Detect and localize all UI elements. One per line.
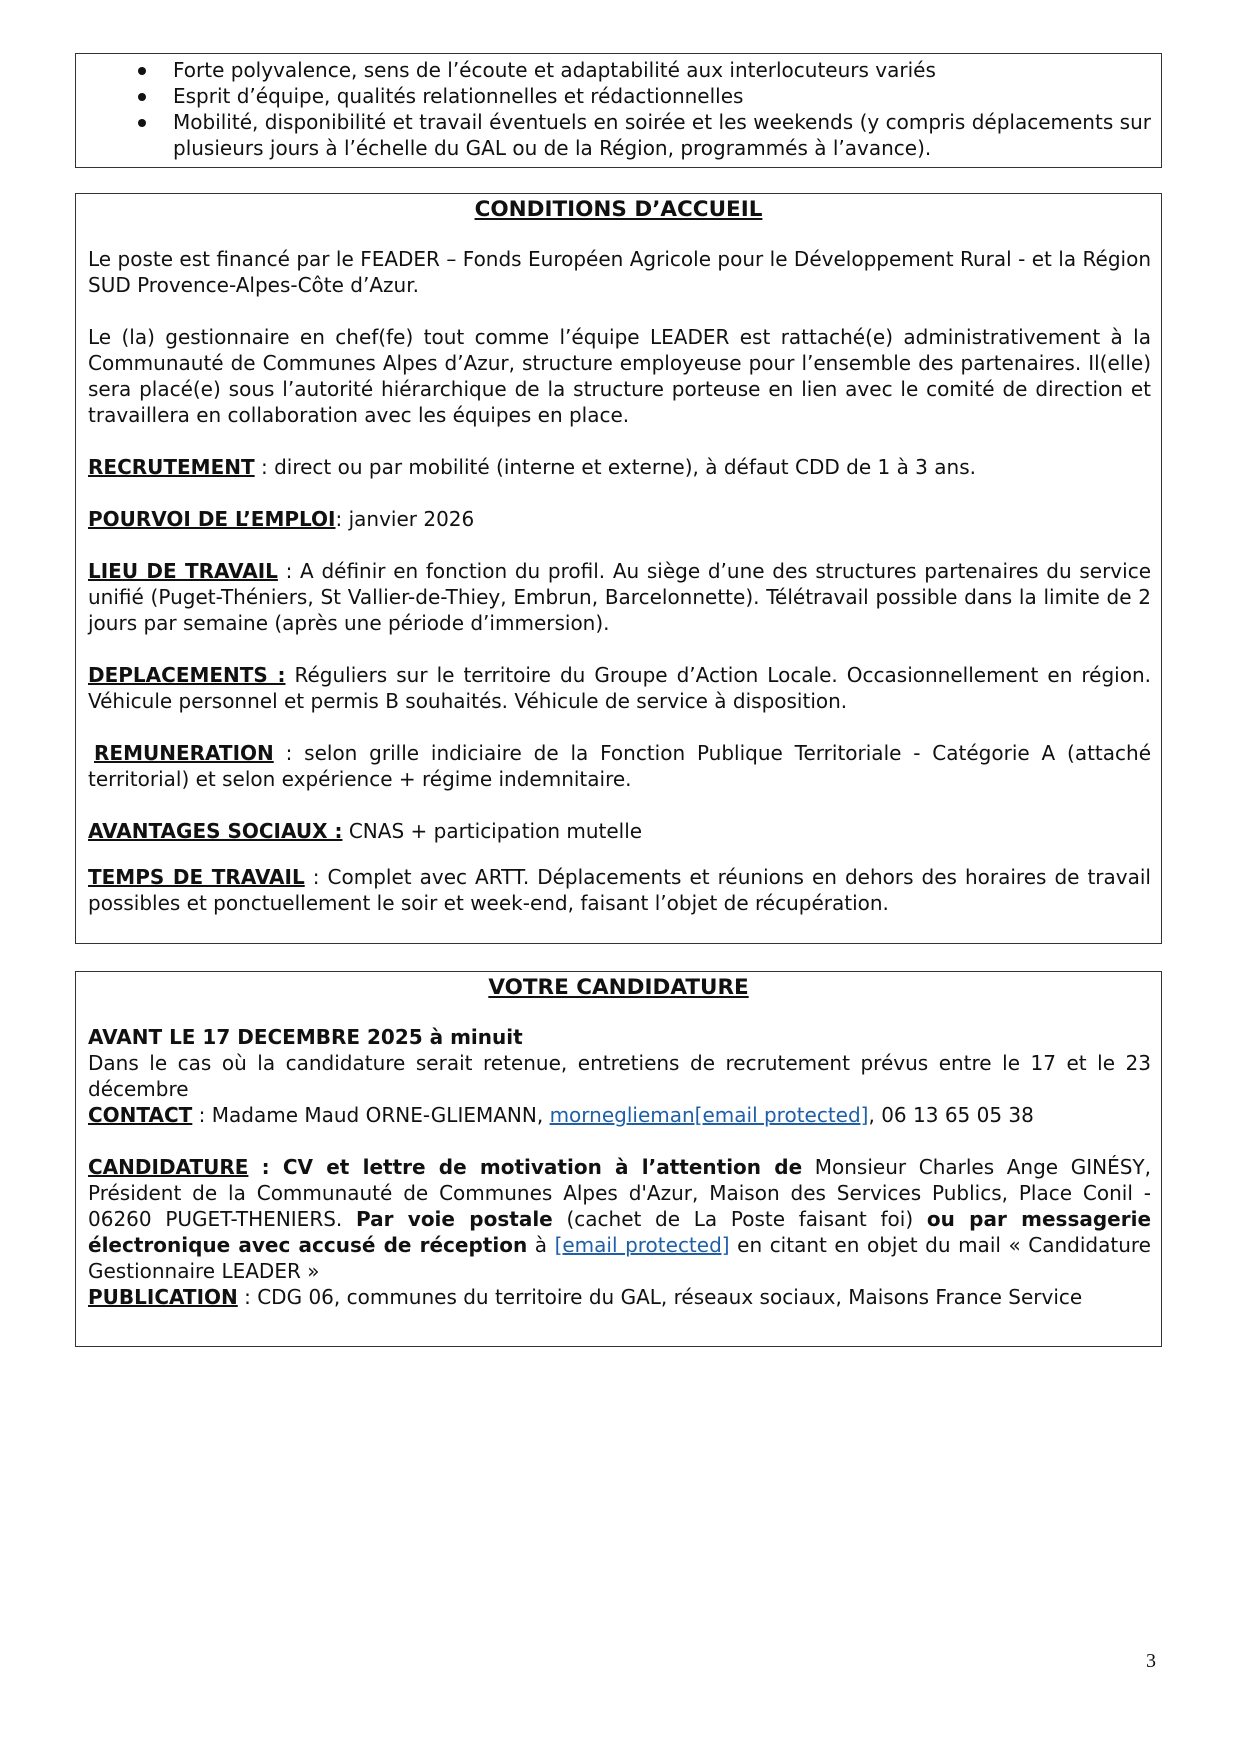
recrutement-paragraph xyxy=(88,454,1151,480)
deadline-text: AVANT LE 17 DECEMBRE 2025 à minuit xyxy=(88,1025,523,1049)
candidature-paragraph xyxy=(88,1154,1151,1284)
requirement-text: Mobilité, disponibilité et travail éventuels en soirée et les weekends (y compris déplacements sur plusieurs jours à l’échelle du GAL ou de la Région, programmés à l’avance). xyxy=(173,110,1151,160)
lieu-text: : A définir en fonction du profil. Au siège d’une des structures partenaires du service unifié (Puget-Théniers, St Vallier-de-Thiey, Embrun, Barcelonnette). Télétravail possible dans la limite de 2 jours par semaine (après une période d’immersion). xyxy=(88,559,1151,635)
candidature-title: VOTRE CANDIDATURE xyxy=(488,975,749,1000)
avantages-label: AVANTAGES SOCIAUX : xyxy=(88,819,343,843)
candidature-text-2: (cachet de La Poste faisant foi) xyxy=(552,1207,927,1231)
pourvoi-paragraph xyxy=(88,506,1151,532)
recrutement-label: RECRUTEMENT xyxy=(88,455,255,479)
deplacements-text: Réguliers sur le territoire du Groupe d’Action Locale. Occasionnellement en région. Véhicule personnel et permis B souhaités. Véhicule de service à disposition. xyxy=(88,663,1152,713)
conditions-title: CONDITIONS D’ACCUEIL xyxy=(474,197,763,222)
avantages-paragraph xyxy=(88,818,1151,844)
rh-email-link[interactable]: [email protected] xyxy=(554,1233,730,1257)
requirement-text: Esprit d’équipe, qualités relationnelles et rédactionnelles xyxy=(173,84,744,108)
requirements-list xyxy=(86,57,1151,161)
remuneration-paragraph xyxy=(88,740,1151,792)
temps-text: : Complet avec ARTT. Déplacements et réunions en dehors des horaires de travail possibles et ponctuellement le soir et week-end, faisant l’objet de récupération. xyxy=(88,865,1151,915)
interviews-paragraph: Dans le cas où la candidature serait retenue, entretiens de recrutement prévus entre le 17 et le 23 décembre xyxy=(88,1051,1151,1101)
contact-label: CONTACT xyxy=(88,1103,193,1127)
remuneration-label: REMUNERATION xyxy=(94,741,274,765)
page-number: 3 xyxy=(1146,1650,1156,1672)
candidature-text-1: Monsieur Charles Ange GINÉSY, Président de la Communauté de Communes Alpes d'Azur, Maison des Services Publics, Place Conil - 06260 PUGET-THENIERS. xyxy=(88,1155,1151,1231)
list-item xyxy=(86,83,1151,109)
candidature-bold-3: ou par messagerie électronique avec accusé de réception xyxy=(88,1207,1152,1257)
requirement-text: Forte polyvalence, sens de l’écoute et adaptabilité aux interlocuteurs variés xyxy=(173,58,936,82)
temps-paragraph xyxy=(88,864,1151,916)
candidature-box xyxy=(75,971,1162,1347)
deadline-paragraph xyxy=(88,1024,1151,1050)
contact-email-link[interactable]: morneglieman[email protected] xyxy=(549,1103,869,1127)
list-item xyxy=(86,57,1151,83)
bullet-icon xyxy=(138,67,146,75)
deplacements-label: DEPLACEMENTS : xyxy=(88,663,286,687)
contact-paragraph xyxy=(88,1102,1151,1128)
financing-paragraph: Le poste est financé par le FEADER – Fonds Européen Agricole pour le Développement Rural - et la Région SUD Provence-Alpes-Côte d’Azur. xyxy=(88,247,1151,297)
recrutement-text: : direct ou par mobilité (interne et externe), à défaut CDD de 1 à 3 ans. xyxy=(254,455,976,479)
lieu-label: LIEU DE TRAVAIL xyxy=(88,559,278,583)
publication-label: PUBLICATION xyxy=(88,1285,238,1309)
remuneration-text: : selon grille indiciaire de la Fonction Publique Territoriale - Catégorie A (attaché territorial) et selon expérience + régime indemnitaire. xyxy=(88,741,1151,791)
temps-label: TEMPS DE TRAVAIL xyxy=(88,865,305,889)
candidature-bold-2: Par voie postale xyxy=(355,1207,553,1231)
bullet-icon xyxy=(138,119,146,127)
bullet-icon xyxy=(138,93,146,101)
contact-text: : Madame Maud ORNE-GLIEMANN, xyxy=(192,1103,550,1127)
publication-paragraph xyxy=(88,1284,1151,1310)
candidature-text-3: à xyxy=(527,1233,555,1257)
candidature-label: CANDIDATURE xyxy=(88,1155,249,1179)
conditions-box xyxy=(75,193,1162,944)
requirements-box xyxy=(75,53,1162,168)
avantages-text: CNAS + participation mutelle xyxy=(342,819,643,843)
list-item xyxy=(86,109,1151,161)
publication-text: : CDG 06, communes du territoire du GAL, réseaux sociaux, Maisons France Service xyxy=(237,1285,1083,1309)
attachment-paragraph: Le (la) gestionnaire en chef(fe) tout comme l’équipe LEADER est rattaché(e) administrativement à la Communauté de Communes Alpes d’Azur, structure employeuse pour l’ensemble des partenaires. Il(elle) sera placé(e) sous l’autorité hiérarchique de la structure porteuse en lien avec le comité de direction et travaillera en collaboration avec les équipes en place. xyxy=(88,325,1151,427)
pourvoi-text: : janvier 2026 xyxy=(335,507,475,531)
pourvoi-label: POURVOI DE L’EMPLOI xyxy=(88,507,336,531)
candidature-bold-1: : CV et lettre de motivation à l’attention de xyxy=(248,1155,803,1179)
contact-phone: , 06 13 65 05 38 xyxy=(868,1103,1034,1127)
deplacements-paragraph xyxy=(88,662,1151,714)
lieu-paragraph xyxy=(88,558,1151,636)
candidature-text-4: en citant en objet du mail « Candidature Gestionnaire LEADER » xyxy=(88,1233,1151,1283)
